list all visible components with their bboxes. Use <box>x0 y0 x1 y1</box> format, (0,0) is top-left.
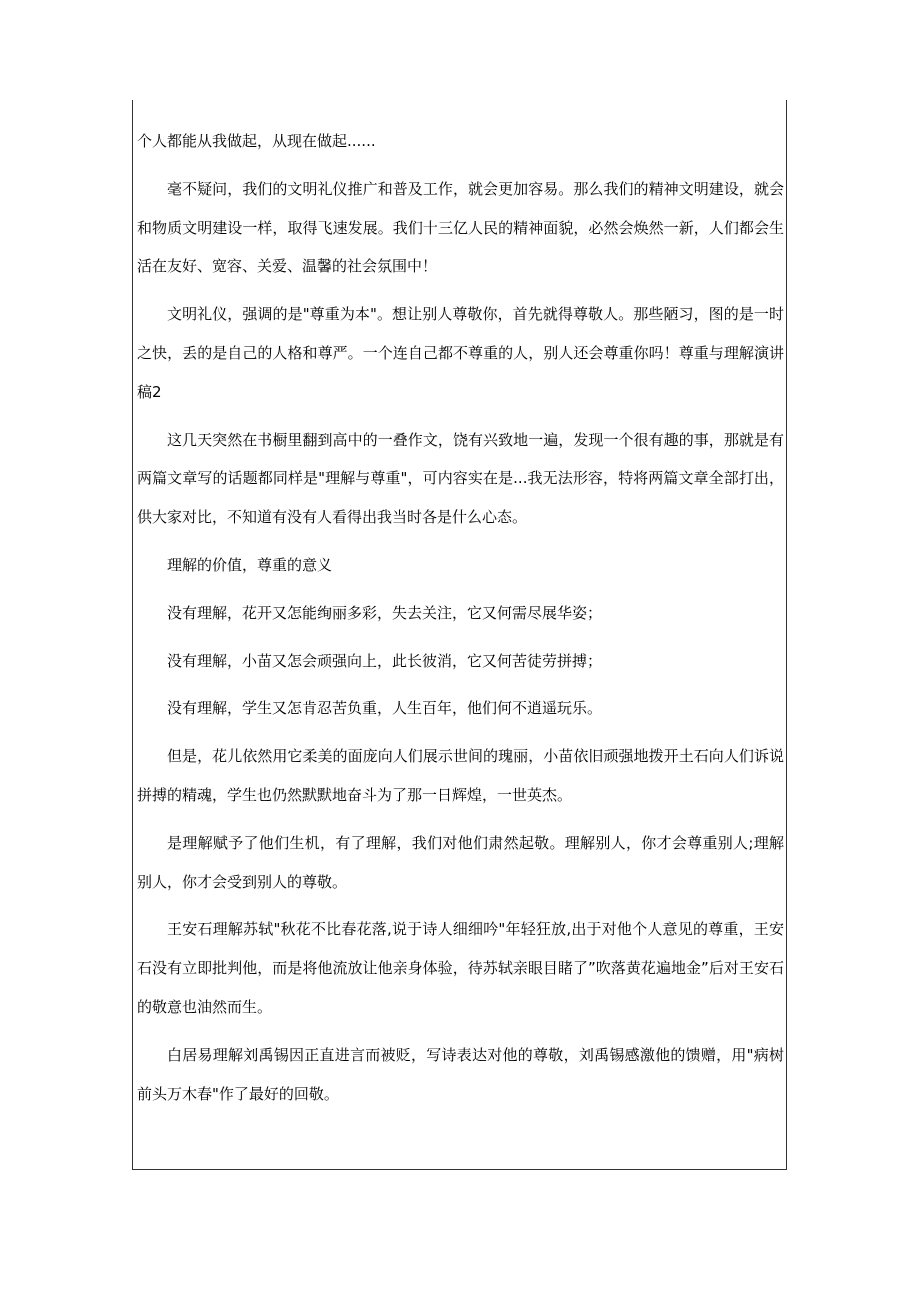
paragraph-subheading: 理解的价值，尊重的意义 <box>167 555 333 574</box>
paragraph: 王安石理解苏轼"秋花不比春花落,说于诗人细细吟"年轻狂放,出于对他个人意见的尊重，王安石没有立即批判他，而是将他流放让他亲身体验，待苏轼亲眼目睹了”吹落黄花遍地金”后对王安石的敬意也油然而生。 <box>137 920 784 1016</box>
paragraph: 文明礼仪，强调的是"尊重为本"。想让别人尊敬你，首先就得尊敬人。那些陋习，图的是一时之快，丢的是自己的人格和尊严。一个连自己都不尊重的人，别人还会尊重你吗！尊重与理解演讲稿2 <box>137 305 784 401</box>
paragraph: 是理解赋予了他们生机，有了理解，我们对他们肃然起敬。理解别人，你才会尊重别人;理解别人，你才会受到别人的尊敬。 <box>137 833 784 891</box>
paragraph: 没有理解，小苗又怎会顽强向上，此长彼消，它又何苦徒劳拼搏； <box>167 651 603 670</box>
page-frame <box>132 100 787 1170</box>
paragraph: 白居易理解刘禹锡因正直进言而被贬，写诗表达对他的尊敬，刘禹锡感激他的馈赠，用"病树前头万木春"作了最好的回敬。 <box>137 1045 784 1103</box>
document-body <box>137 122 784 1122</box>
paragraph: 但是，花儿依然用它柔美的面庞向人们展示世间的瑰丽，小苗依旧顽强地拨开土石向人们诉说拼搏的精魂，学生也仍然默默地奋斗为了那一日辉煌，一世英杰。 <box>137 747 784 804</box>
paragraph: 没有理解，学生又怎肯忍苦负重，人生百年，他们何不逍遥玩乐。 <box>167 699 603 718</box>
paragraph: 毫不疑问，我们的文明礼仪推广和普及工作，就会更加容易。那么我们的精神文明建设，就会和物质文明建设一样，取得飞速发展。我们十三亿人民的精神面貌，必然会焕然一新，人们都会生活在友好、宽容、关爱、温馨的社会氛围中！ <box>137 179 784 276</box>
paragraph: 个人都能从我做起，从现在做起...... <box>137 132 376 150</box>
paragraph: 没有理解，花开又怎能绚丽多彩，失去关注，它又何需尽展华姿； <box>167 603 603 622</box>
paragraph: 这几天突然在书橱里翻到高中的一叠作文，饶有兴致地一遍，发现一个很有趣的事，那就是有两篇文章写的话题都同样是"理解与尊重"，可内容实在是...我无法形容，特将两篇文章全部打出，供大家对比，不知道有没有人看得出我当时各是什么心态。 <box>137 430 784 527</box>
